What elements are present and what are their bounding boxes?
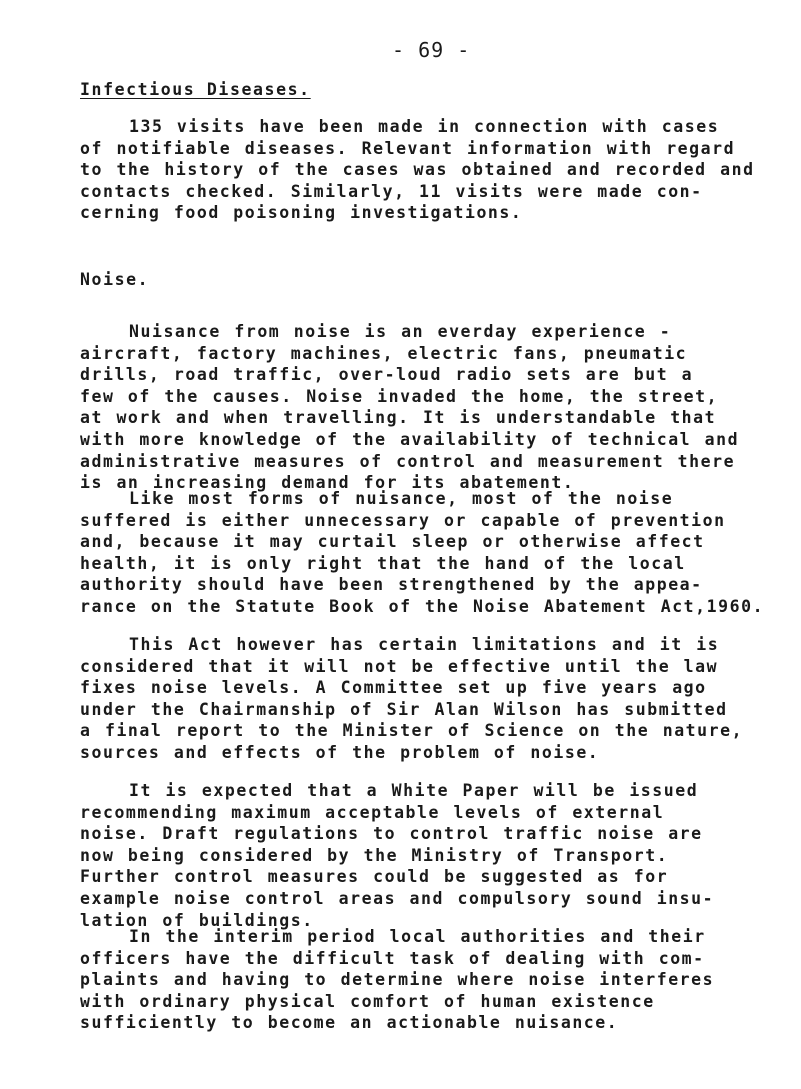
text-line: aircraft, factory machines, electric fans, pneumatic	[80, 343, 688, 363]
text-line: to the history of the cases was obtained and recorded and	[80, 160, 755, 180]
text-line: drills, road traffic, over-loud radio sets are but a	[80, 365, 694, 385]
text-line: now being considered by the Ministry of Transport.	[80, 845, 669, 865]
text-line: noise. Draft regulations to control traffic noise are	[80, 824, 703, 844]
paragraph-noise-nuisance	[80, 321, 780, 494]
text-line: administrative measures of control and measurement there	[80, 451, 736, 471]
text-line: under the Chairmanship of Sir Alan Wilson has submitted	[80, 699, 728, 719]
paragraph-act-limitations	[80, 634, 780, 764]
text-line: example noise control areas and compulsory sound insu-	[80, 888, 715, 908]
text-line: sufficiently to become an actionable nuisance.	[80, 1013, 619, 1033]
text-line: with ordinary physical comfort of human existence	[80, 991, 655, 1011]
text-line: rance on the Statute Book of the Noise Abatement Act,1960.	[80, 596, 765, 616]
text-line: sources and effects of the problem of noise.	[80, 742, 600, 762]
text-line: is an increasing demand for its abatement.	[80, 473, 575, 493]
text-line: plaints and having to determine where noise interferes	[80, 970, 715, 990]
text-line: In the interim period local authorities and their	[129, 927, 706, 946]
text-line: considered that it will not be effective until the law	[80, 656, 719, 676]
text-line: Like most forms of nuisance, most of the noise	[129, 489, 674, 508]
text-line: Nuisance from noise is an everday experience -	[129, 322, 672, 341]
text-line: officers have the difficult task of dealing with com-	[80, 948, 705, 968]
text-line: with more knowledge of the availability of technical and	[80, 429, 740, 449]
text-line: of notifiable diseases. Relevant information with regard	[80, 138, 736, 158]
text-line: It is expected that a White Paper will be issued	[129, 781, 699, 800]
text-line: authority should have been strengthened by the appea-	[80, 575, 703, 595]
paragraph-infectious-visits	[80, 116, 780, 224]
text-line: and, because it may curtail sleep or otherwise affect	[80, 532, 705, 552]
text-line: contacts checked. Similarly, 11 visits were made con-	[80, 181, 703, 201]
text-line: Further control measures could be suggested as for	[80, 867, 669, 887]
text-line: cerning food poisoning investigations.	[80, 203, 523, 223]
text-line: This Act however has certain limitations and it is	[129, 635, 720, 654]
text-line: fixes noise levels. A Committee set up five years ago	[80, 678, 707, 698]
text-line: a final report to the Minister of Science on the nature,	[80, 721, 744, 741]
paragraph-noise-abatement-act	[80, 488, 780, 618]
paragraph-interim-period	[80, 926, 780, 1034]
text-line: at work and when travelling. It is understandable that	[80, 408, 717, 428]
paragraph-white-paper	[80, 780, 780, 931]
text-line: suffered is either unnecessary or capable of prevention	[80, 510, 726, 530]
text-line: 135 visits have been made in connection with cases	[129, 117, 720, 136]
text-line: health, it is only right that the hand of the local	[80, 553, 686, 573]
text-line: recommending maximum acceptable levels of external	[80, 802, 665, 822]
text-line: lation of buildings.	[80, 910, 314, 930]
section-heading-noise: Noise.	[80, 270, 150, 289]
section-heading-infectious-diseases: Infectious Diseases.	[80, 80, 311, 99]
page-number: - 69 -	[392, 38, 471, 62]
text-line: few of the causes. Noise invaded the home, the street,	[80, 386, 719, 406]
